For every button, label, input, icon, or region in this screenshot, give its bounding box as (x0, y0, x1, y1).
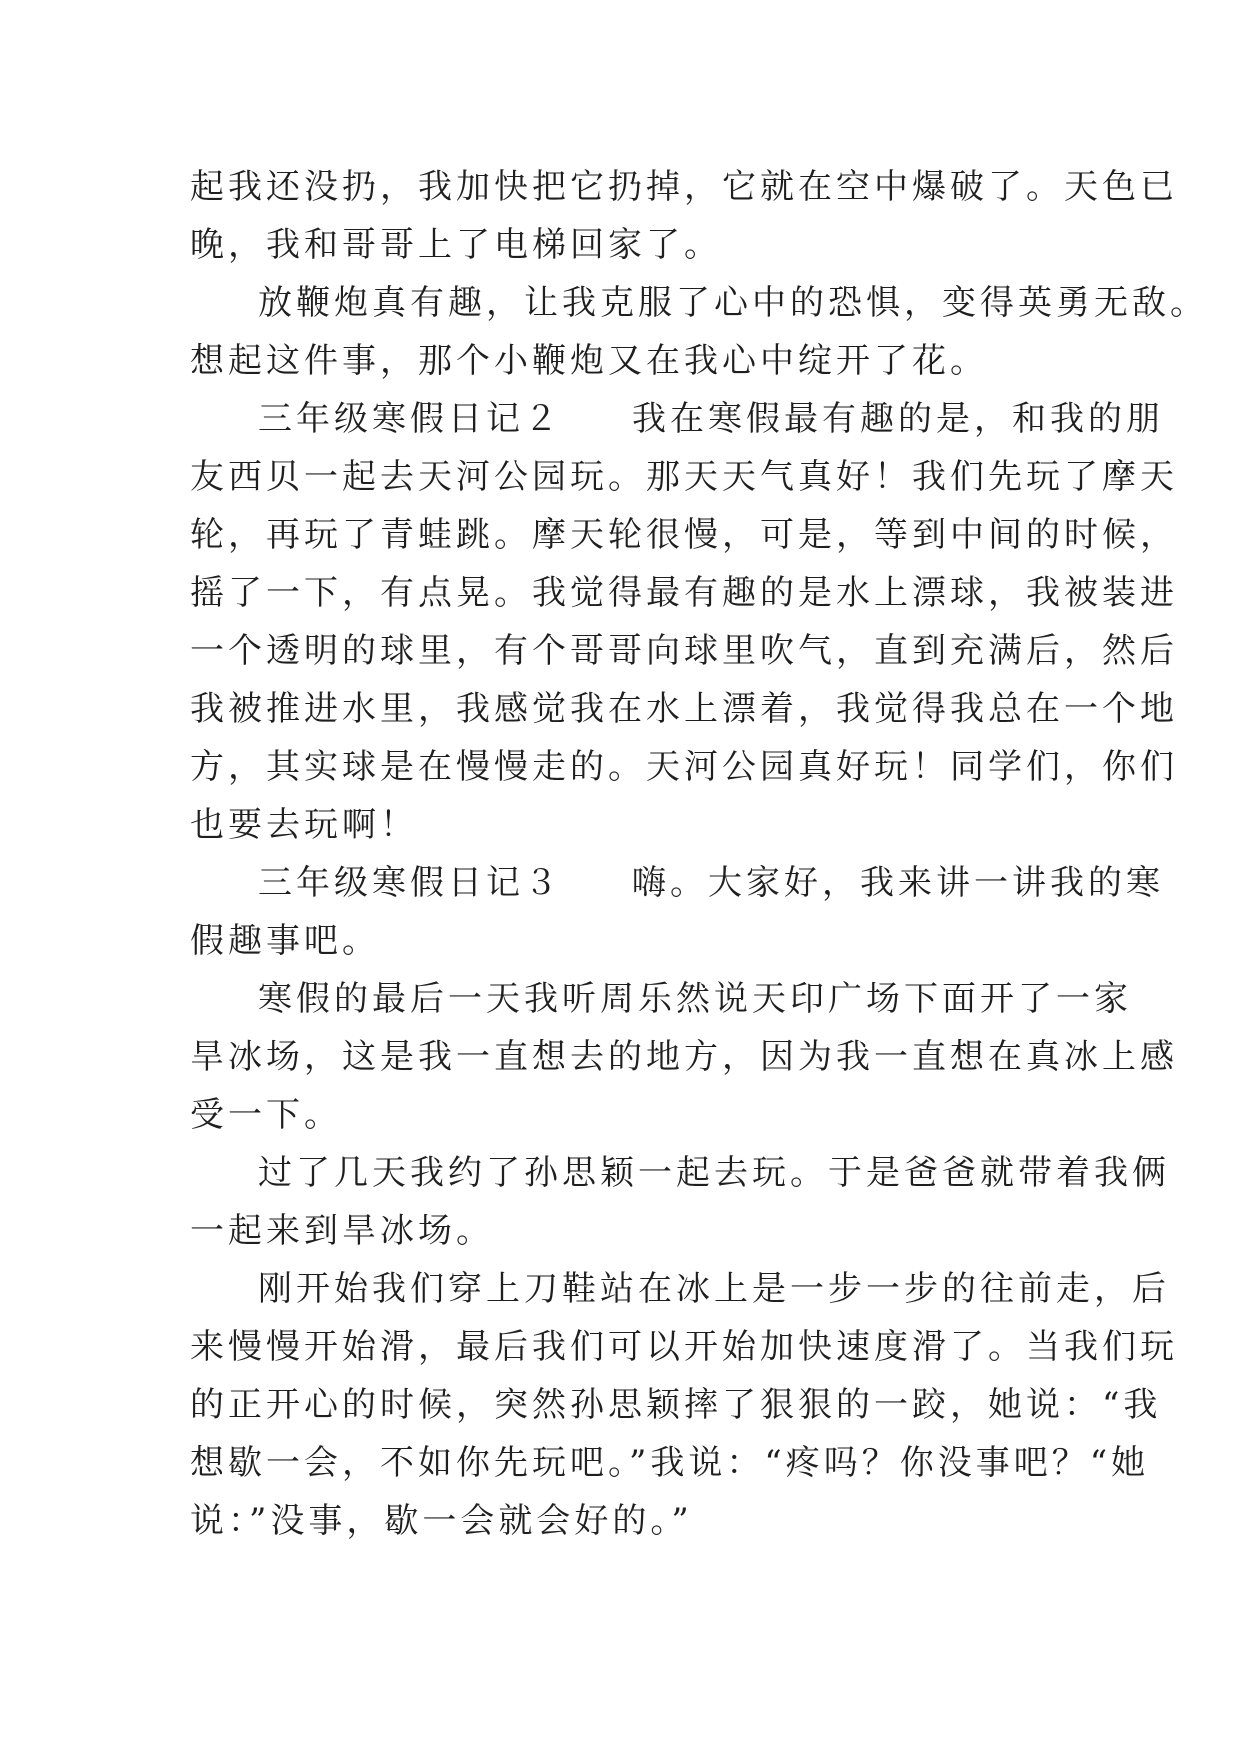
paragraph-start-line: 刚开始我们穿上刀鞋站在冰上是一步一步的往前走，后 (258, 1269, 1170, 1309)
text-line: 摇了一下，有点晃。我觉得最有趣的是水上漂球，我被装进 (190, 573, 1178, 613)
text-line: 想歇一会，不如你先玩吧。”我说：“疼吗？你没事吧？“她 (190, 1443, 1150, 1483)
text-line: 的正开心的时候，突然孙思颖摔了狠狠的一跤，她说：“我 (190, 1385, 1162, 1425)
text-line: 我被推进水里，我感觉我在水上漂着，我觉得我总在一个地 (190, 689, 1178, 729)
text-line: 假趣事吧。 (190, 921, 380, 961)
diary-first-sentence: 我在寒假最有趣的是，和我的朋 (632, 399, 1164, 439)
paragraph-start-line: 放鞭炮真有趣，让我克服了心中的恐惧，变得英勇无敌。 (258, 283, 1208, 323)
text-line: 晚，我和哥哥上了电梯回家了。 (190, 225, 722, 265)
text-line: 也要去玩啊！ (190, 805, 418, 845)
document-body (190, 158, 1208, 1550)
text-line: 一个透明的球里，有个哥哥向球里吹气，直到充满后，然后 (190, 631, 1178, 671)
diary-title: 三年级寒假日记３ (258, 863, 562, 903)
diary-heading-line (190, 854, 1164, 912)
text-line: 友西贝一起去天河公园玩。那天天气真好！我们先玩了摩天 (190, 457, 1178, 497)
paragraph-start-line: 寒假的最后一天我听周乐然说天印广场下面开了一家 (258, 979, 1132, 1019)
text-line: 受一下。 (190, 1095, 342, 1135)
text-line: 来慢慢开始滑，最后我们可以开始加快速度滑了。当我们玩 (190, 1327, 1178, 1367)
paragraph-start-line: 过了几天我约了孙思颖一起去玩。于是爸爸就带着我俩 (258, 1153, 1170, 1193)
text-line: 一起来到旱冰场。 (190, 1211, 494, 1251)
diary-heading-line (190, 390, 1164, 448)
text-line: 说：”没事，歇一会就会好的。” (190, 1501, 693, 1541)
text-line: 想起这件事，那个小鞭炮又在我心中绽开了花。 (190, 341, 988, 381)
text-line: 轮，再玩了青蛙跳。摩天轮很慢，可是，等到中间的时候， (190, 515, 1178, 555)
text-line: 旱冰场，这是我一直想去的地方，因为我一直想在真冰上感 (190, 1037, 1178, 1077)
text-line: 方，其实球是在慢慢走的。天河公园真好玩！同学们，你们 (190, 747, 1178, 787)
diary-first-sentence: 嗨。大家好，我来讲一讲我的寒 (632, 863, 1164, 903)
diary-title: 三年级寒假日记２ (258, 399, 562, 439)
text-line: 起我还没扔，我加快把它扔掉，它就在空中爆破了。天色已 (190, 167, 1178, 207)
